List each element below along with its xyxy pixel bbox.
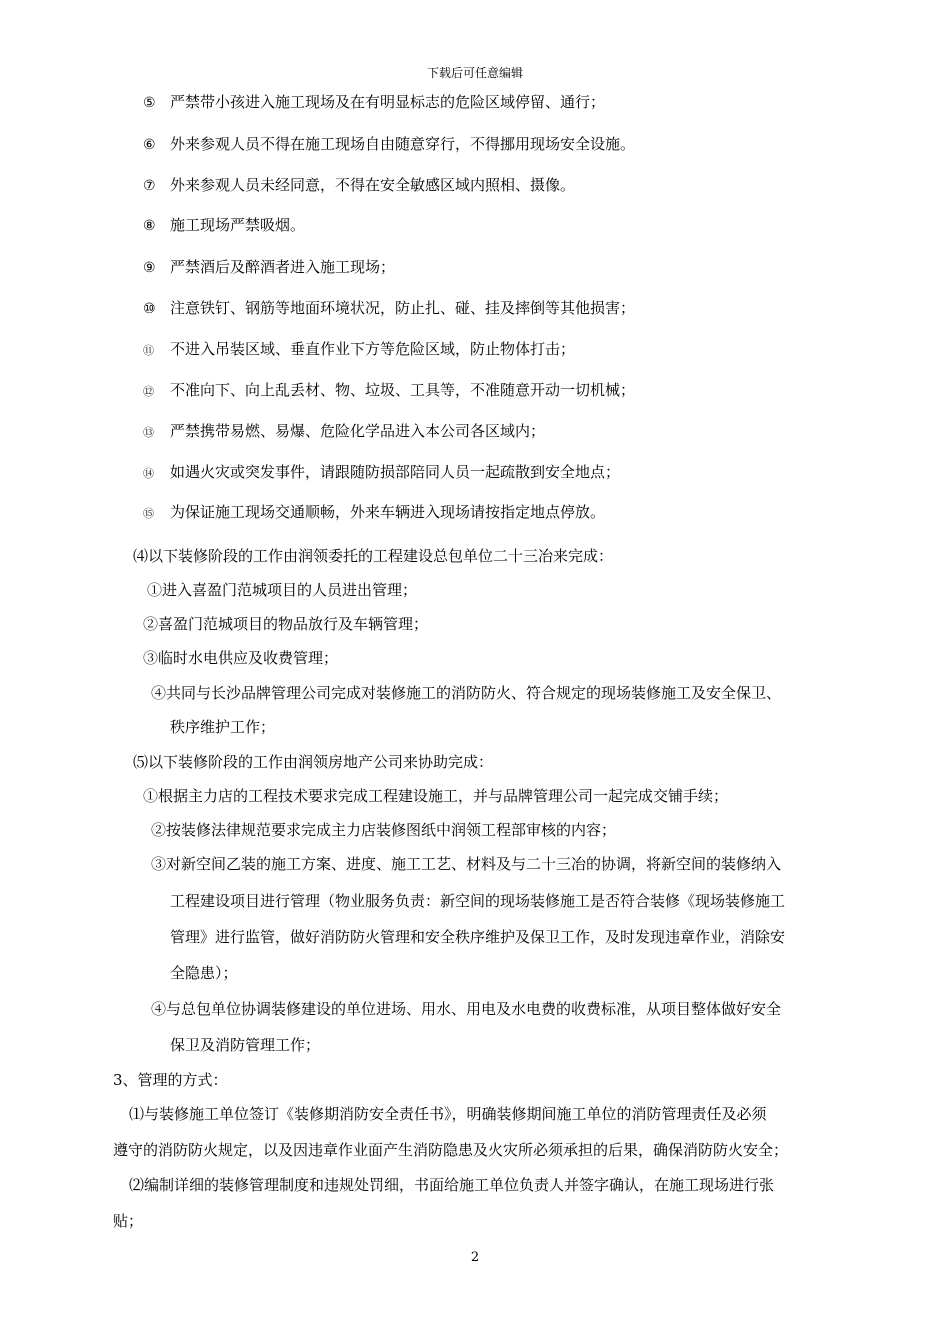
rule-text: 严禁酒后及醉酒者进入施工现场； [170, 258, 396, 276]
rule-marker: ⑤ [143, 95, 156, 111]
rule-marker: ⑮ [143, 507, 154, 520]
rule-item [143, 379, 635, 403]
rule-text: 施工现场严禁吸烟。 [170, 216, 306, 234]
list-item: ②喜盈门范城项目的物品放行及车辆管理； [143, 615, 429, 633]
rule-marker: ⑫ [143, 385, 154, 398]
paragraph-line: ⑵编制详细的装修管理制度和违规处罚细，书面给施工单位负责人并签字确认，在施工现场进行张 [129, 1176, 775, 1194]
rule-text: 严禁带小孩进入施工现场及在有明显标志的危险区域停留、通行； [170, 93, 606, 111]
rule-text: 外来参观人员不得在施工现场自由随意穿行，不得挪用现场安全设施。 [170, 135, 636, 153]
paragraph-line: 贴； [113, 1212, 144, 1230]
rule-item [143, 91, 605, 114]
rule-marker: ⑬ [143, 426, 154, 439]
rule-item [143, 174, 575, 197]
rule-item [143, 297, 635, 320]
rule-text: 为保证施工现场交通顺畅，外来车辆进入现场请按指定地点停放。 [170, 503, 606, 521]
rule-marker: ⑧ [143, 218, 156, 234]
rule-text: 严禁携带易燃、易爆、危险化学品进入本公司各区域内； [170, 422, 546, 440]
rule-marker: ⑦ [143, 178, 156, 194]
rule-text: 外来参观人员未经同意，不得在安全敏感区域内照相、摄像。 [170, 176, 576, 194]
rule-item [143, 461, 620, 485]
rule-marker: ⑨ [143, 260, 156, 276]
list-item-continuation: 保卫及消防管理工作； [170, 1036, 321, 1054]
rule-item [143, 133, 635, 156]
list-item: ①根据主力店的工程技术要求完成工程建设施工，并与品牌管理公司一起完成交铺手续； [143, 787, 729, 805]
rule-item [143, 501, 605, 525]
list-item-continuation: 工程建设项目进行管理（物业服务负责：新空间的现场装修施工是否符合装修《现场装修施工 [170, 892, 786, 910]
rule-marker: ⑪ [143, 344, 154, 357]
list-item-continuation: 全隐患）； [170, 964, 238, 982]
list-item-continuation: 秩序维护工作； [170, 718, 276, 736]
rule-marker: ⑥ [143, 137, 156, 153]
rule-marker: ⑩ [143, 301, 156, 317]
rule-text: 不进入吊装区域、垂直作业下方等危险区域，防止物体打击； [170, 340, 576, 358]
list-item: ③临时水电供应及收费管理； [143, 649, 339, 667]
rule-text: 注意铁钉、钢筋等地面环境状况，防止扎、碰、挂及摔倒等其他损害； [170, 299, 636, 317]
paragraph-line: 遵守的消防防火规定，以及因违章作业面产生消防隐患及火灾所必须承担的后果，确保消防防火安全； [113, 1141, 789, 1159]
list-item: ①进入喜盈门范城项目的人员进出管理； [147, 581, 418, 599]
rule-item [143, 256, 395, 279]
rule-text: 如遇火灾或突发事件，请跟随防损部陪同人员一起疏散到安全地点； [170, 463, 621, 481]
section-heading: ⑸以下装修阶段的工作由润领房地产公司来协助完成： [133, 753, 494, 771]
list-item: ④与总包单位协调装修建设的单位进场、用水、用电及水电费的收费标准，从项目整体做好安全 [151, 1000, 782, 1018]
list-item: ④共同与长沙品牌管理公司完成对装修施工的消防防火、符合规定的现场装修施工及安全保卫、 [151, 684, 782, 702]
section-heading: ⑷以下装修阶段的工作由润领委托的工程建设总包单位二十三冶来完成： [133, 547, 614, 565]
page-number: 2 [470, 1250, 480, 1265]
paragraph-line: ⑴与装修施工单位签订《装修期消防安全责任书》，明确装修期间施工单位的消防管理责任及必须 [129, 1105, 767, 1123]
section-heading: 3、管理的方式： [113, 1071, 228, 1089]
list-item-continuation: 管理》进行监管，做好消防防火管理和安全秩序维护及保卫工作，及时发现违章作业，消除安 [170, 928, 786, 946]
list-item: ③对新空间乙装的施工方案、进度、施工工艺、材料及与二十三冶的协调，将新空间的装修纳入 [151, 855, 782, 873]
rule-item [143, 338, 575, 362]
rule-marker: ⑭ [143, 467, 154, 480]
rule-item [143, 420, 545, 444]
list-item: ②按装修法律规范要求完成主力店装修图纸中润领工程部审核的内容； [151, 821, 617, 839]
rule-item [143, 214, 305, 237]
rule-text: 不准向下、向上乱丢材、物、垃圾、工具等，不准随意开动一切机械； [170, 381, 636, 399]
page-header: 下载后可任意编辑 [426, 66, 523, 80]
